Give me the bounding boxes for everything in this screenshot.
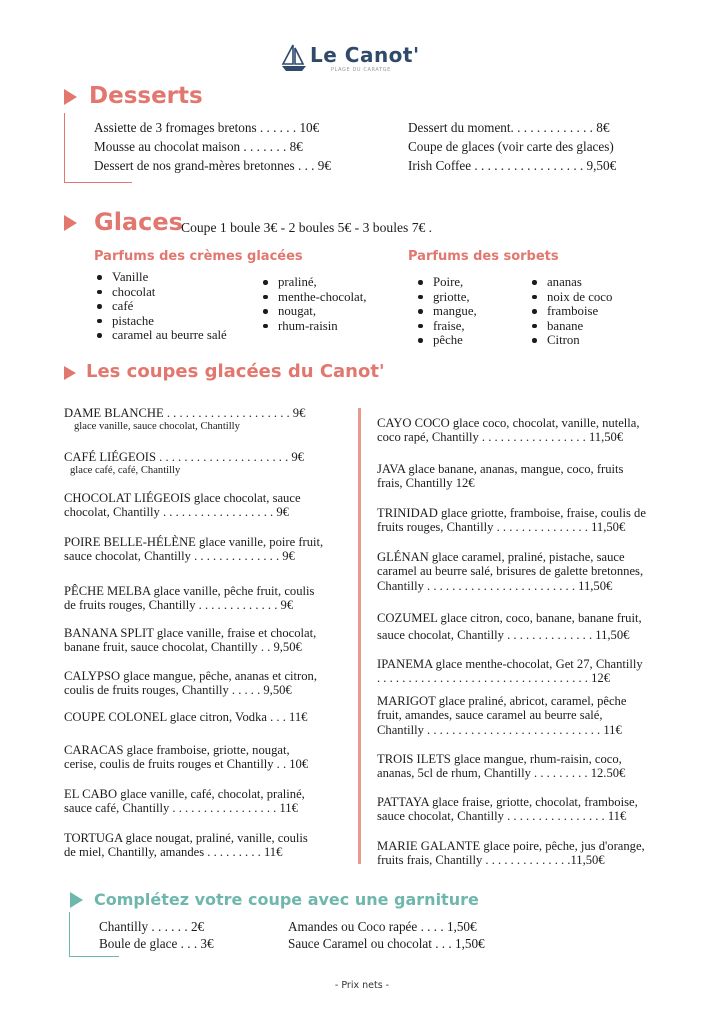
cremes-list-2 (260, 275, 366, 333)
garniture-item: Boule de glace . . . 3€ (99, 936, 214, 951)
coupe-line: sauce chocolat, Chantilly . . . . . . . . . . . . . . . . 11€ (377, 809, 627, 824)
coupe-line: EL CABO glace vanille, café, chocolat, praliné, (64, 787, 305, 801)
flavor-item: Citron (529, 333, 612, 348)
coupe-item (377, 506, 646, 535)
coupe-line: sauce chocolat, Chantilly . . . . . . . . . . . . . . 11,50€ (377, 628, 630, 643)
coupe-item (377, 694, 626, 737)
sorbets-list-2 (529, 275, 612, 348)
coupe-line: JAVA glace banane, ananas, mangue, coco, fruits (377, 462, 624, 476)
coupe-item (64, 831, 308, 860)
flavor-item: praliné, (260, 275, 366, 290)
coupe-line: fruits frais, Chantilly . . . . . . . . . . . . . .11,50€ (377, 853, 605, 868)
desserts-arrow-icon (64, 89, 77, 105)
coupe-line: sauce chocolat, Chantilly . . . . . . . . . . . . . . 9€ (64, 549, 295, 564)
flavor-item: café (94, 299, 227, 314)
coupe-line: PATTAYA glace fraise, griotte, chocolat, framboise, (377, 795, 638, 809)
coupe-line: CAFÉ LIÉGEOIS . . . . . . . . . . . . . . . . . . . . . 9€ (64, 450, 304, 464)
dessert-item: Dessert de nos grand-mères bretonnes . . . 9€ (94, 158, 331, 174)
flavor-item: Poire, (415, 275, 477, 290)
garniture-title: Complétez votre coupe avec une garniture (94, 890, 479, 909)
coupe-line: CHOCOLAT LIÉGEOIS glace chocolat, sauce (64, 491, 301, 505)
coupe-line: DAME BLANCHE . . . . . . . . . . . . . . . . . . . . 9€ (64, 406, 306, 420)
garniture-arrow-icon (70, 892, 83, 908)
coupe-line: frais, Chantilly 12€ (377, 476, 475, 491)
flavor-item: menthe-chocolat, (260, 290, 366, 305)
flavor-item: pistache (94, 314, 227, 329)
coupe-line: COUPE COLONEL glace citron, Vodka . . . 11€ (64, 710, 308, 724)
flavor-item: rhum-raisin (260, 319, 366, 334)
dessert-item: Coupe de glaces (voir carte des glaces) (408, 139, 614, 155)
cremes-list-1 (94, 270, 227, 343)
flavor-item: chocolat (94, 285, 227, 300)
coupe-line: COZUMEL glace citron, coco, banane, banane fruit, (377, 611, 642, 625)
brand-name: Le Canot' (310, 43, 420, 67)
coupe-line: CAYO COCO glace coco, chocolat, vanille, nutella, (377, 416, 640, 430)
sorbets-title: Parfums des sorbets (408, 249, 559, 264)
glaces-title: Glaces (94, 208, 183, 236)
garniture-item: Amandes ou Coco rapée . . . . 1,50€ (288, 919, 477, 934)
footer-note: - Prix nets - (334, 980, 390, 991)
coupe-line: coco rapé, Chantilly . . . . . . . . . . . . . . . . . 11,50€ (377, 430, 624, 445)
coupe-line: caramel au beurre salé, brisures de galette bretonnes, (377, 564, 644, 579)
coupe-line: fruits rouges, Chantilly . . . . . . . . . . . . . . . 11,50€ (377, 520, 626, 535)
coupe-item (377, 611, 642, 643)
flavor-item: banane (529, 319, 612, 334)
coupe-item (377, 550, 643, 593)
coupe-line: POIRE BELLE-HÉLÈNE glace vanille, poire fruit, (64, 535, 324, 549)
flavor-item: ananas (529, 275, 612, 290)
coupes-arrow-icon (64, 366, 76, 380)
coupe-line: de fruits rouges, Chantilly . . . . . . . . . . . . . 9€ (64, 598, 294, 613)
coupe-desc: glace café, café, Chantilly (70, 465, 181, 477)
coupe-line: BANANA SPLIT glace vanille, fraise et chocolat, (64, 626, 317, 640)
coupe-line: fruit, amandes, sauce caramel au beurre salé, (377, 708, 603, 723)
dessert-item: Dessert du moment. . . . . . . . . . . . . 8€ (408, 120, 610, 135)
coupe-item (377, 416, 640, 445)
desserts-bracket (64, 113, 65, 183)
coupe-line: IPANEMA glace menthe-chocolat, Get 27, Chantilly (377, 657, 643, 671)
dessert-item: Assiette de 3 fromages bretons . . . . . . 10€ (94, 120, 320, 135)
coupe-item (377, 657, 643, 686)
coupe-desc: glace vanille, sauce chocolat, Chantilly (74, 421, 240, 433)
coupe-line: . . . . . . . . . . . . . . . . . . . . . . . . . . . . . . . . . . 12€ (377, 671, 610, 686)
cremes-title: Parfums des crèmes glacées (94, 249, 303, 264)
coupe-item (64, 584, 314, 613)
coupe-item (64, 535, 323, 564)
garniture-item: Sauce Caramel ou chocolat . . . 1,50€ (288, 936, 485, 951)
flavor-item: nougat, (260, 304, 366, 319)
desserts-right-list (408, 120, 616, 174)
glaces-arrow-icon (64, 215, 77, 231)
garniture-item: Chantilly . . . . . . 2€ (99, 919, 205, 934)
flavor-item: griotte, (415, 290, 477, 305)
coupe-line: ananas, 5cl de rhum, Chantilly . . . . . . . . . 12.50€ (377, 766, 626, 781)
coupe-item (64, 626, 316, 655)
coupe-line: Chantilly . . . . . . . . . . . . . . . . . . . . . . . . . . . . 11€ (377, 722, 622, 737)
coupe-line: de miel, Chantilly, amandes . . . . . . . . . 11€ (64, 845, 283, 860)
sorbets-list-1 (415, 275, 477, 348)
coupe-item (64, 450, 304, 477)
coupes-divider (358, 408, 361, 864)
coupe-line: sauce café, Chantilly . . . . . . . . . . . . . . . . . 11€ (64, 801, 298, 816)
flavor-item: pêche (415, 333, 477, 348)
coupe-item (64, 787, 305, 816)
coupe-line: banane fruit, sauce chocolat, Chantilly . . 9,50€ (64, 640, 302, 655)
coupe-item (64, 406, 305, 433)
sailboat-icon (280, 42, 308, 74)
flavor-item: noix de coco (529, 290, 612, 305)
desserts-title: Desserts (89, 83, 203, 109)
coupe-line: chocolat, Chantilly . . . . . . . . . . . . . . . . . . 9€ (64, 505, 289, 520)
flavor-item: mangue, (415, 304, 477, 319)
brand-tagline: PLAGE DU CARATGE (331, 67, 391, 73)
flavor-item: fraise, (415, 319, 477, 334)
coupe-item (377, 795, 638, 824)
coupe-line: CARACAS glace framboise, griotte, nougat, (64, 743, 290, 757)
garniture-bracket-bottom (69, 956, 119, 957)
coupe-item (377, 462, 623, 491)
coupe-line: MARIE GALANTE glace poire, pêche, jus d'orange, (377, 839, 645, 853)
coupe-line: TRINIDAD glace griotte, framboise, fraise, coulis de (377, 506, 646, 520)
coupe-line: PÊCHE MELBA glace vanille, pêche fruit, coulis (64, 584, 315, 598)
flavor-item: caramel au beurre salé (94, 328, 227, 343)
coupe-line: CALYPSO glace mangue, pêche, ananas et citron, (64, 669, 317, 683)
dessert-item: Irish Coffee . . . . . . . . . . . . . . . . . 9,50€ (408, 158, 617, 174)
coupe-item (64, 710, 307, 724)
flavor-item: Vanille (94, 270, 227, 285)
coupe-item (377, 839, 645, 868)
coupe-item (64, 743, 308, 772)
coupe-line: MARIGOT glace praliné, abricot, caramel, pêche (377, 694, 627, 708)
dessert-item: Mousse au chocolat maison . . . . . . . 8€ (94, 139, 303, 155)
coupe-line: Chantilly . . . . . . . . . . . . . . . . . . . . . . . . 11,50€ (377, 578, 613, 593)
coupe-line: GLÉNAN glace caramel, praliné, pistache, sauce (377, 550, 625, 564)
garniture-bracket (69, 912, 70, 956)
coupe-item (377, 752, 625, 781)
coupe-item (64, 491, 301, 520)
flavor-item: framboise (529, 304, 612, 319)
glaces-prices: Coupe 1 boule 3€ - 2 boules 5€ - 3 boules 7€ . (181, 220, 433, 235)
coupe-line: coulis de fruits rouges, Chantilly . . . . . 9,50€ (64, 683, 292, 698)
coupes-title: Les coupes glacées du Canot' (86, 361, 385, 382)
coupe-line: TORTUGA glace nougat, praliné, vanille, coulis (64, 831, 308, 845)
coupe-line: cerise, coulis de fruits rouges et Chantilly . . 10€ (64, 757, 309, 772)
desserts-left-list (94, 120, 331, 174)
desserts-bracket-bottom (64, 182, 132, 183)
logo (280, 42, 440, 76)
coupe-line: TROIS ILETS glace mangue, rhum-raisin, coco, (377, 752, 622, 766)
coupe-item (64, 669, 317, 698)
